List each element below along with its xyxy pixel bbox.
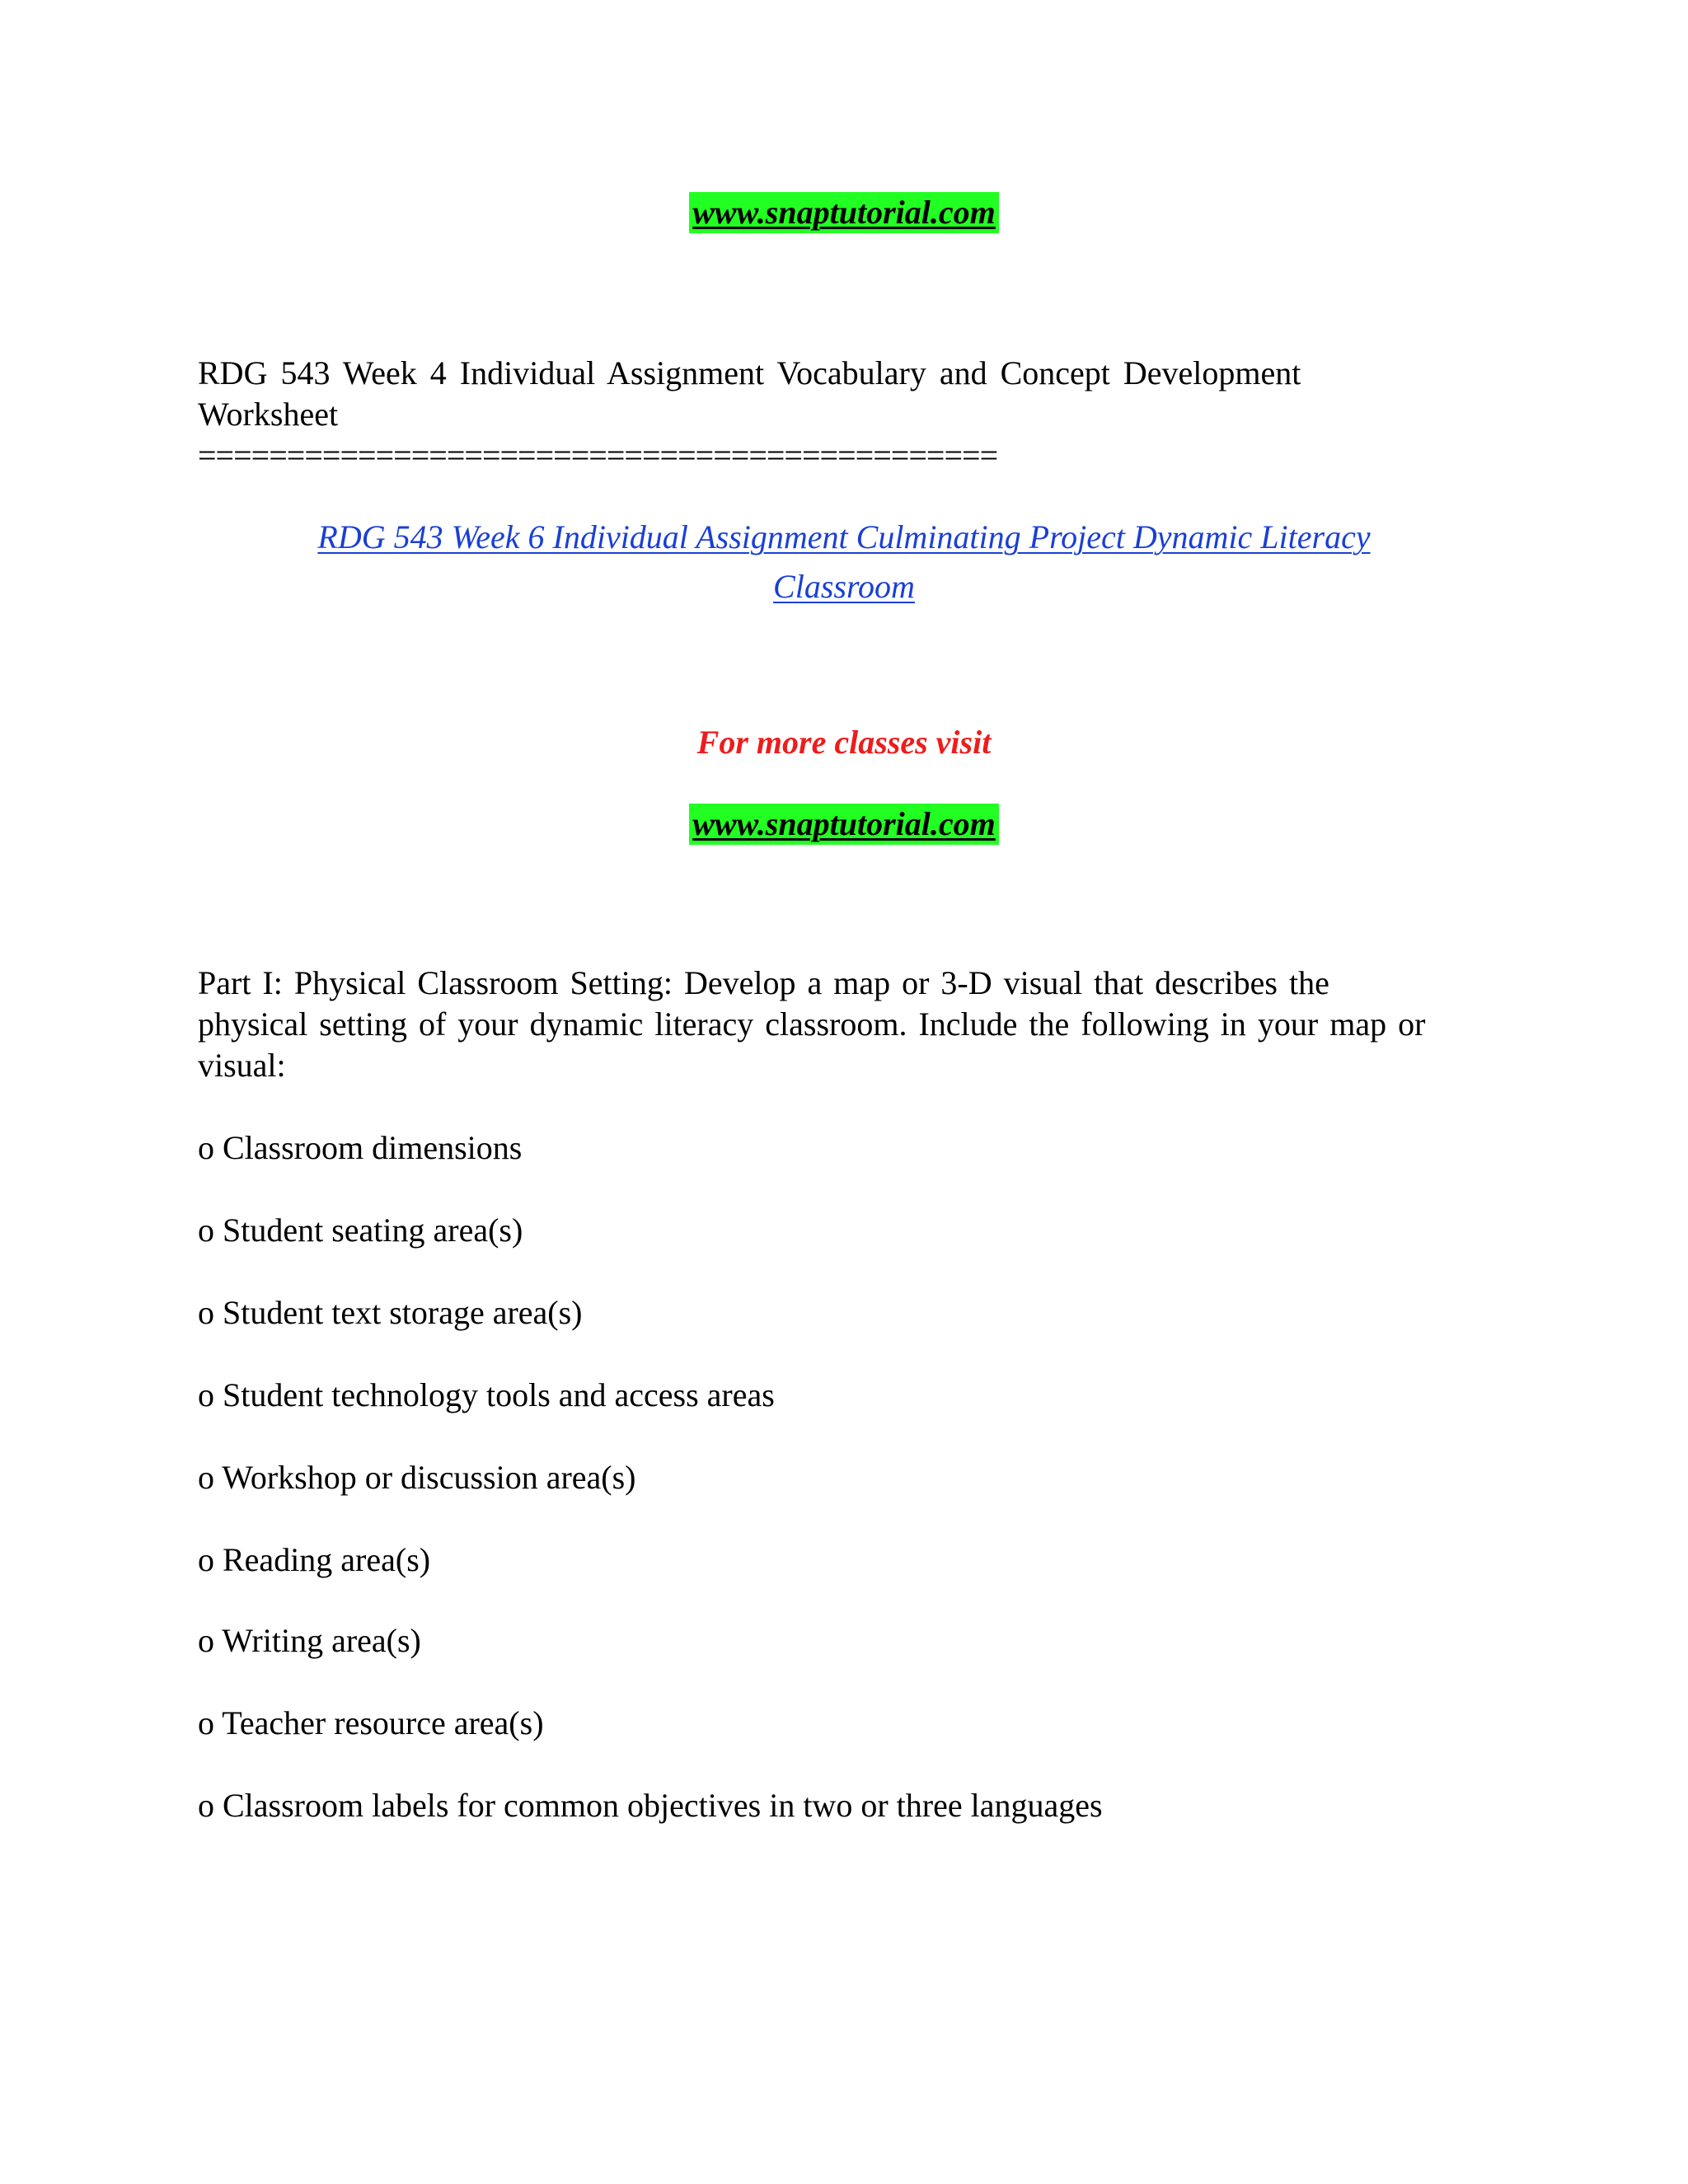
list-item-classroom-dimensions: o Classroom dimensions — [198, 1129, 523, 1166]
next-assignment-link-line-1[interactable]: RDG 543 Week 6 Individual Assignment Culminating Project Dynamic Literacy — [317, 518, 1371, 555]
top-site-link[interactable]: www.snaptutorial.com — [689, 192, 999, 233]
part1-line-3: visual: — [198, 1047, 286, 1084]
list-item-reading-area: o Reading area(s) — [198, 1541, 431, 1578]
next-assignment-link-row-1 — [0, 513, 1688, 562]
promo-text: For more classes visit — [696, 724, 992, 761]
assignment-title-line-2: Worksheet — [198, 396, 339, 433]
promo-row — [0, 722, 1688, 763]
top-link-row — [0, 192, 1688, 233]
promo-site-link[interactable]: www.snaptutorial.com — [689, 804, 999, 845]
list-item-workshop-area: o Workshop or discussion area(s) — [198, 1459, 636, 1496]
next-assignment-link-row-2 — [0, 562, 1688, 612]
part1-line-2: physical setting of your dynamic literacy classroom. Include the following in your map or — [198, 1005, 1426, 1043]
list-item-classroom-labels: o Classroom labels for common objectives in two or three languages — [198, 1787, 1103, 1824]
list-item-teacher-resource: o Teacher resource area(s) — [198, 1704, 544, 1741]
assignment-title-line-1: RDG 543 Week 4 Individual Assignment Vocabulary and Concept Development — [198, 354, 1301, 391]
list-item-student-seating: o Student seating area(s) — [198, 1212, 523, 1249]
list-item-text-storage: o Student text storage area(s) — [198, 1294, 583, 1331]
list-item-writing-area: o Writing area(s) — [198, 1622, 421, 1659]
part1-line-1: Part I: Physical Classroom Setting: Develop a map or 3-D visual that describes the — [198, 964, 1329, 1001]
list-item-technology-tools: o Student technology tools and access areas — [198, 1376, 775, 1413]
title-separator: ============================================= — [198, 437, 998, 474]
promo-link-row — [0, 804, 1688, 845]
next-assignment-link-line-2[interactable]: Classroom — [773, 568, 915, 605]
